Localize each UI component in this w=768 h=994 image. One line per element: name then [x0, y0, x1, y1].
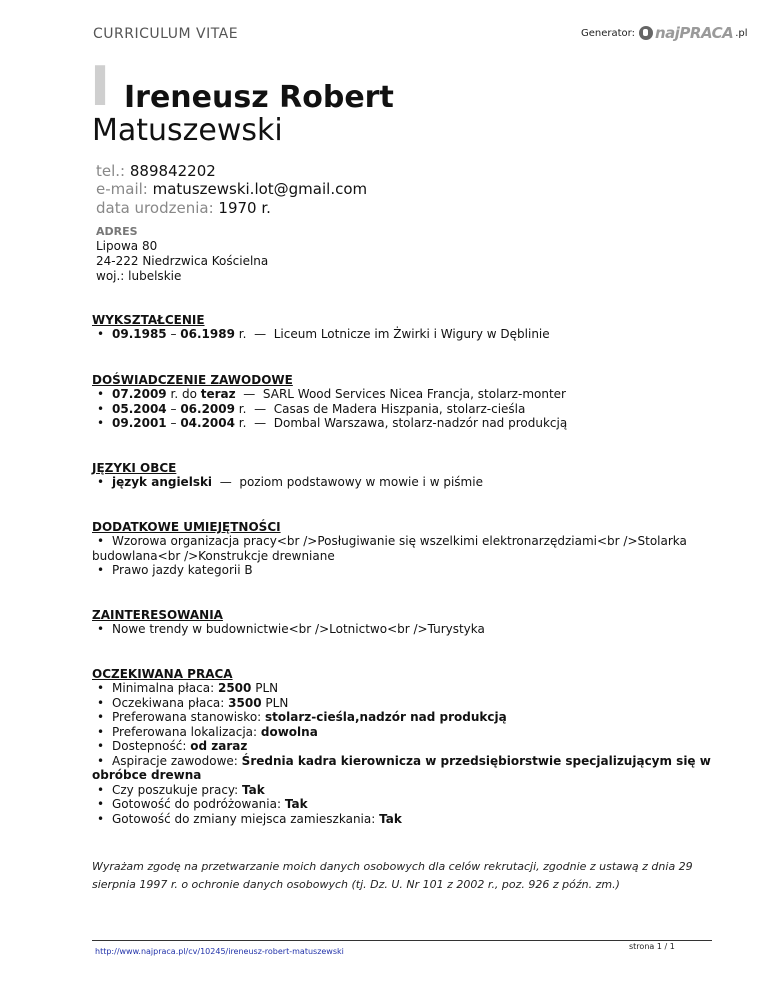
page-number: strona 1 / 1: [629, 942, 675, 951]
section-title: OCZEKIWANA PRACA: [92, 667, 233, 681]
skills-section: [92, 520, 712, 578]
section-title: ZAINTERESOWANIA: [92, 608, 223, 622]
bullet-icon: •: [97, 782, 105, 797]
contact-birthdate: [96, 199, 271, 217]
bullet-icon: •: [97, 681, 105, 695]
document-title: CURRICULUM VITAE: [93, 26, 239, 42]
address-city: 24-222 Niedrzwica Kościelna: [96, 254, 269, 268]
name-initial: I: [90, 55, 111, 118]
generator-credit: [581, 24, 748, 42]
contact-email: [96, 180, 367, 198]
footer-url-link[interactable]: http://www.najpraca.pl/cv/10245/ireneusz-robert-matuszewski: [95, 947, 344, 956]
birthdate-value: 1970 r.: [218, 199, 271, 217]
bullet-icon: •: [97, 416, 105, 430]
list-item: • Preferowana lokalizacja: dowolna: [97, 724, 318, 739]
list-item: • Oczekiwana płaca: 3500 PLN: [97, 695, 289, 710]
section-title: DODATKOWE UMIEJĘTNOŚCI: [92, 520, 281, 534]
list-item: • Gotowość do zmiany miejsca zamieszkania: Tak: [97, 811, 402, 826]
list-item: • 09.2001 – 04.2004 r. — Dombal Warszawa, stolarz-nadzór nad produkcją: [97, 416, 568, 430]
list-item: • Prawo jazdy kategorii B: [97, 563, 253, 577]
bullet-icon: •: [97, 327, 105, 341]
section-title: JĘZYKI OBCE: [92, 461, 177, 475]
list-item: • Minimalna płaca: 2500 PLN: [97, 681, 279, 695]
list-item: • Nowe trendy w budownictwie<br />Lotnictwo<br />Turystyka: [97, 622, 485, 636]
address-street: Lipowa 80: [96, 239, 158, 253]
bullet-icon: •: [97, 811, 105, 826]
list-item: • 07.2009 r. do teraz — SARL Wood Services Nicea Francja, stolarz-monter: [97, 387, 566, 401]
section-title: WYKSZTAŁCENIE: [92, 313, 205, 327]
first-names: Ireneusz Robert: [124, 80, 394, 115]
najpraca-logo[interactable]: [639, 24, 748, 42]
contact-phone: [96, 162, 216, 180]
section-title: DOŚWIADCZENIE ZAWODOWE: [92, 373, 293, 387]
education-section: [92, 313, 712, 342]
bullet-icon: •: [97, 387, 105, 401]
generator-label: Generator:: [581, 27, 635, 39]
languages-section: [92, 461, 712, 490]
logo-suffix: .pl: [735, 27, 748, 39]
logo-icon: [639, 26, 653, 40]
list-item: • Gotowość do podróżowania: Tak: [97, 797, 308, 811]
footer-divider: [92, 940, 712, 941]
logo-text: najPRACA: [654, 24, 734, 42]
bullet-icon: •: [97, 534, 105, 548]
address-label: ADRES: [96, 225, 138, 238]
expected-job-section: [92, 667, 712, 826]
bullet-icon: •: [97, 475, 105, 489]
phone-label: tel.:: [96, 162, 126, 180]
phone-value: 889842202: [129, 162, 216, 180]
email-value[interactable]: matuszewski.lot@gmail.com: [152, 180, 368, 198]
bullet-icon: •: [97, 739, 105, 753]
list-item: • Czy poszukuje pracy: Tak: [97, 782, 265, 797]
list-item: • Dostepność: od zaraz: [97, 739, 248, 753]
bullet-icon: •: [97, 695, 105, 710]
list-item: • Wzorowa organizacja pracy<br />Posługiwanie się wszelkimi elektronarzędziami<br />Stolarka budowlana<br />Konstrukcje drewniane: [92, 534, 687, 563]
list-item: • Aspiracje zawodowe: Średnia kadra kierownicza w przedsiębiorstwie specjalizującym się w obróbce drewna: [92, 753, 711, 782]
list-item: • język angielski — poziom podstawowy w mowie i w piśmie: [97, 475, 483, 489]
email-label: e-mail:: [96, 180, 148, 198]
bullet-icon: •: [97, 797, 105, 811]
bullet-icon: •: [97, 724, 105, 739]
bullet-icon: •: [97, 401, 105, 416]
bullet-icon: •: [97, 753, 105, 768]
birthdate-label: data urodzenia:: [96, 199, 214, 217]
interests-section: [92, 608, 712, 637]
address-region: woj.: lubelskie: [96, 269, 182, 283]
list-item: • 09.1985 – 06.1989 r. — Liceum Lotnicze im Żwirki i Wigury w Dęblinie: [97, 327, 550, 341]
last-name: Matuszewski: [92, 113, 283, 148]
consent-clause: Wyrażam zgodę na przetwarzanie moich danych osobowych dla celów rekrutacji, zgodnie z ustawą z dnia 29 sierpnia 1997 r. o ochronie danych osobowych (tj. Dz. U. Nr 101 z 2002 r., poz. 926 z późn. zm.): [92, 860, 693, 891]
bullet-icon: •: [97, 563, 105, 577]
bullet-icon: •: [97, 622, 105, 636]
experience-section: [92, 373, 712, 431]
list-item: • Preferowana stanowisko: stolarz-cieśla,nadzór nad produkcją: [97, 710, 507, 724]
bullet-icon: •: [97, 710, 105, 724]
list-item: • 05.2004 – 06.2009 r. — Casas de Madera Hiszpania, stolarz-cieśla: [97, 401, 526, 416]
